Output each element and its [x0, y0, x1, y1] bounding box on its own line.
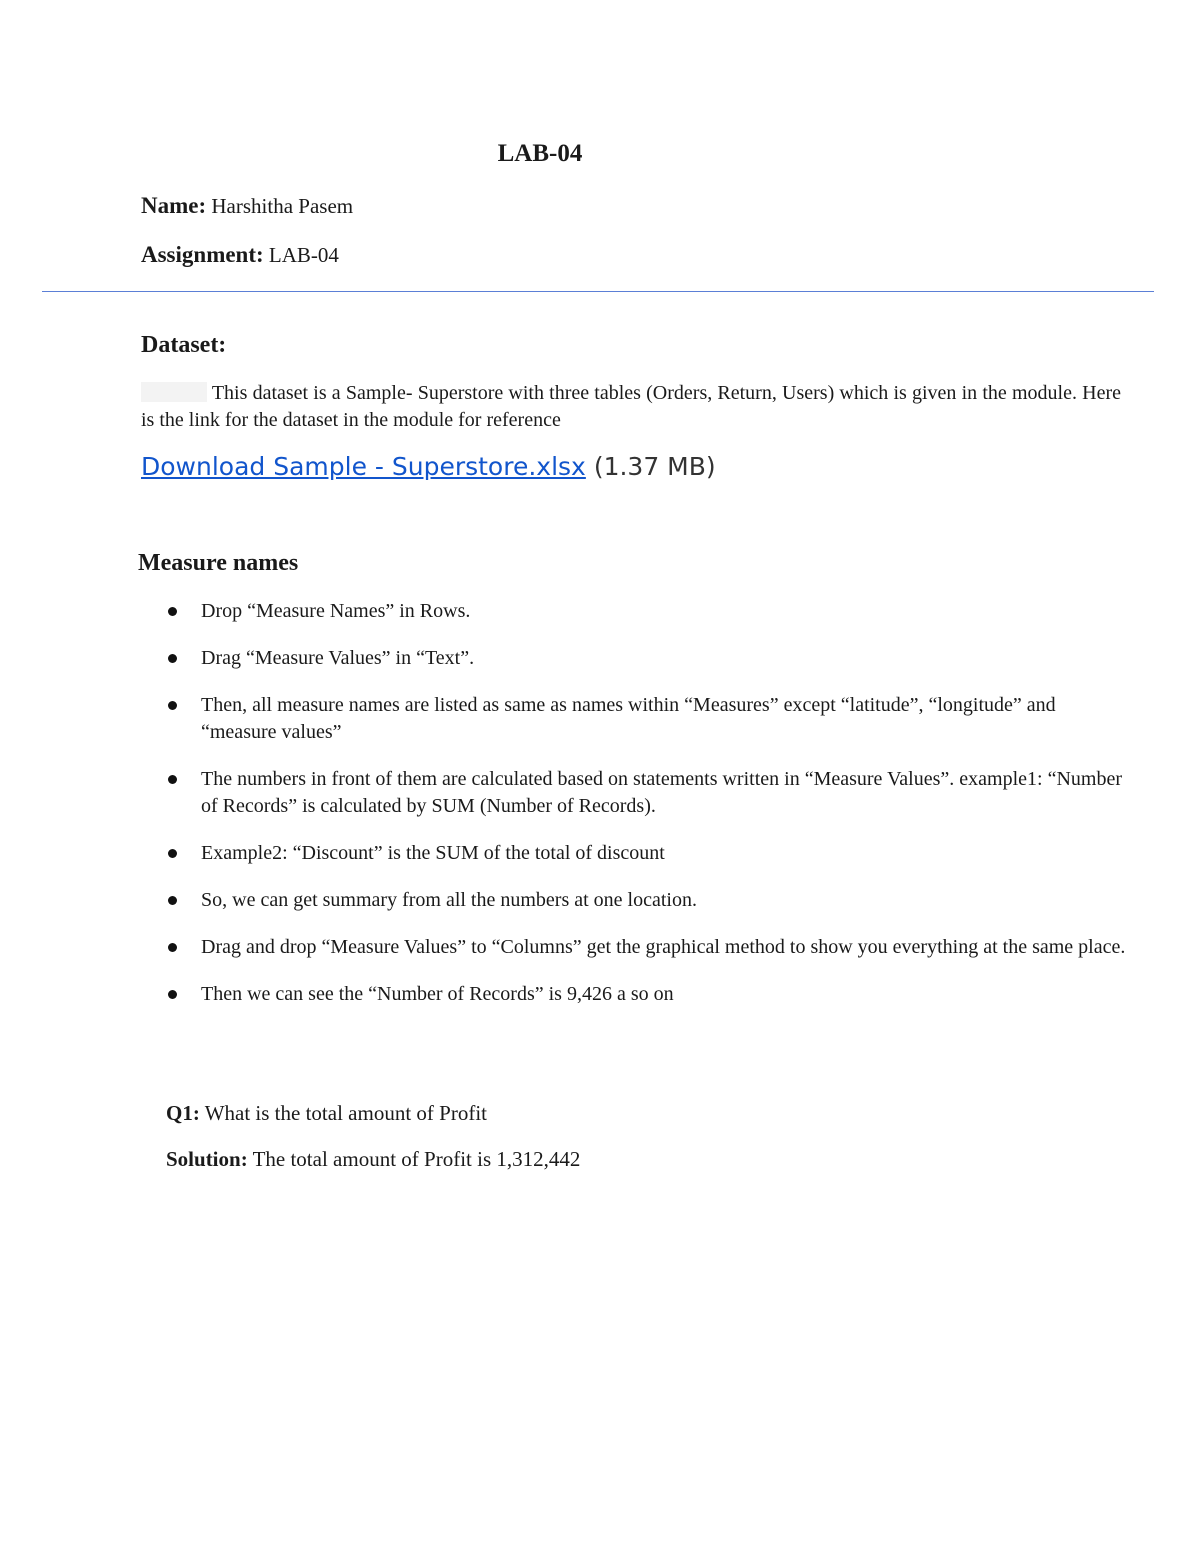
assignment-label: Assignment:	[141, 242, 264, 267]
name-value: Harshitha Pasem	[211, 194, 354, 218]
list-item	[165, 981, 1130, 1008]
dataset-paragraph	[141, 380, 1121, 434]
list-item	[165, 934, 1130, 961]
bullet-icon	[168, 654, 177, 663]
header-divider	[42, 291, 1154, 292]
bullet-icon	[168, 701, 177, 710]
list-item-text: So, we can get summary from all the numbers at one location.	[201, 889, 697, 911]
measure-names-heading: Measure names	[138, 550, 299, 576]
bullet-icon	[168, 896, 177, 905]
list-item	[165, 598, 1130, 625]
bullet-icon	[168, 990, 177, 999]
list-item-text: The numbers in front of them are calculated based on statements written in “Measure Values”. example1: “Number of Records” is calculated by SUM (Number of Records).	[201, 768, 1122, 817]
download-size: (1.37 MB)	[593, 452, 716, 481]
list-item	[165, 840, 1130, 867]
download-line	[141, 452, 716, 481]
solution-label: Solution:	[166, 1147, 248, 1171]
bullet-icon	[168, 607, 177, 616]
dataset-paragraph-text: This dataset is a Sample- Superstore with three tables (Orders, Return, Users) which is given in the module. Here is the link for the dataset in the module for reference	[141, 382, 1121, 431]
name-line	[141, 193, 353, 219]
q1-text: What is the total amount of Profit	[204, 1101, 487, 1125]
solution-text: The total amount of Profit is 1,312,442	[252, 1147, 581, 1171]
assignment-value: LAB-04	[268, 243, 339, 267]
measure-bullet-list	[165, 598, 1130, 1028]
dataset-heading: Dataset:	[141, 332, 227, 358]
list-item	[165, 692, 1130, 746]
bullet-icon	[168, 775, 177, 784]
assignment-line	[141, 242, 339, 268]
question-1	[166, 1101, 487, 1126]
list-item-text: Then we can see the “Number of Records” is 9,426 a so on	[201, 983, 674, 1005]
list-item	[165, 887, 1130, 914]
list-item-text: Drop “Measure Names” in Rows.	[201, 600, 471, 622]
bullet-icon	[168, 943, 177, 952]
q1-label: Q1:	[166, 1101, 200, 1125]
list-item	[165, 645, 1130, 672]
document-title: LAB-04	[497, 140, 583, 167]
list-item-text: Example2: “Discount” is the SUM of the total of discount	[201, 842, 665, 864]
list-item	[165, 766, 1130, 820]
solution-1	[166, 1147, 580, 1172]
download-link[interactable]: Download Sample - Superstore.xlsx	[141, 452, 586, 481]
name-label: Name:	[141, 193, 207, 218]
list-item-text: Drag and drop “Measure Values” to “Columns” get the graphical method to show you everything at the same place.	[201, 936, 1126, 958]
list-item-text: Drag “Measure Values” in “Text”.	[201, 647, 475, 669]
list-item-text: Then, all measure names are listed as same as names within “Measures” except “latitude”, “longitude” and “measure values”	[201, 694, 1056, 743]
indent-marker	[141, 382, 207, 402]
bullet-icon	[168, 849, 177, 858]
